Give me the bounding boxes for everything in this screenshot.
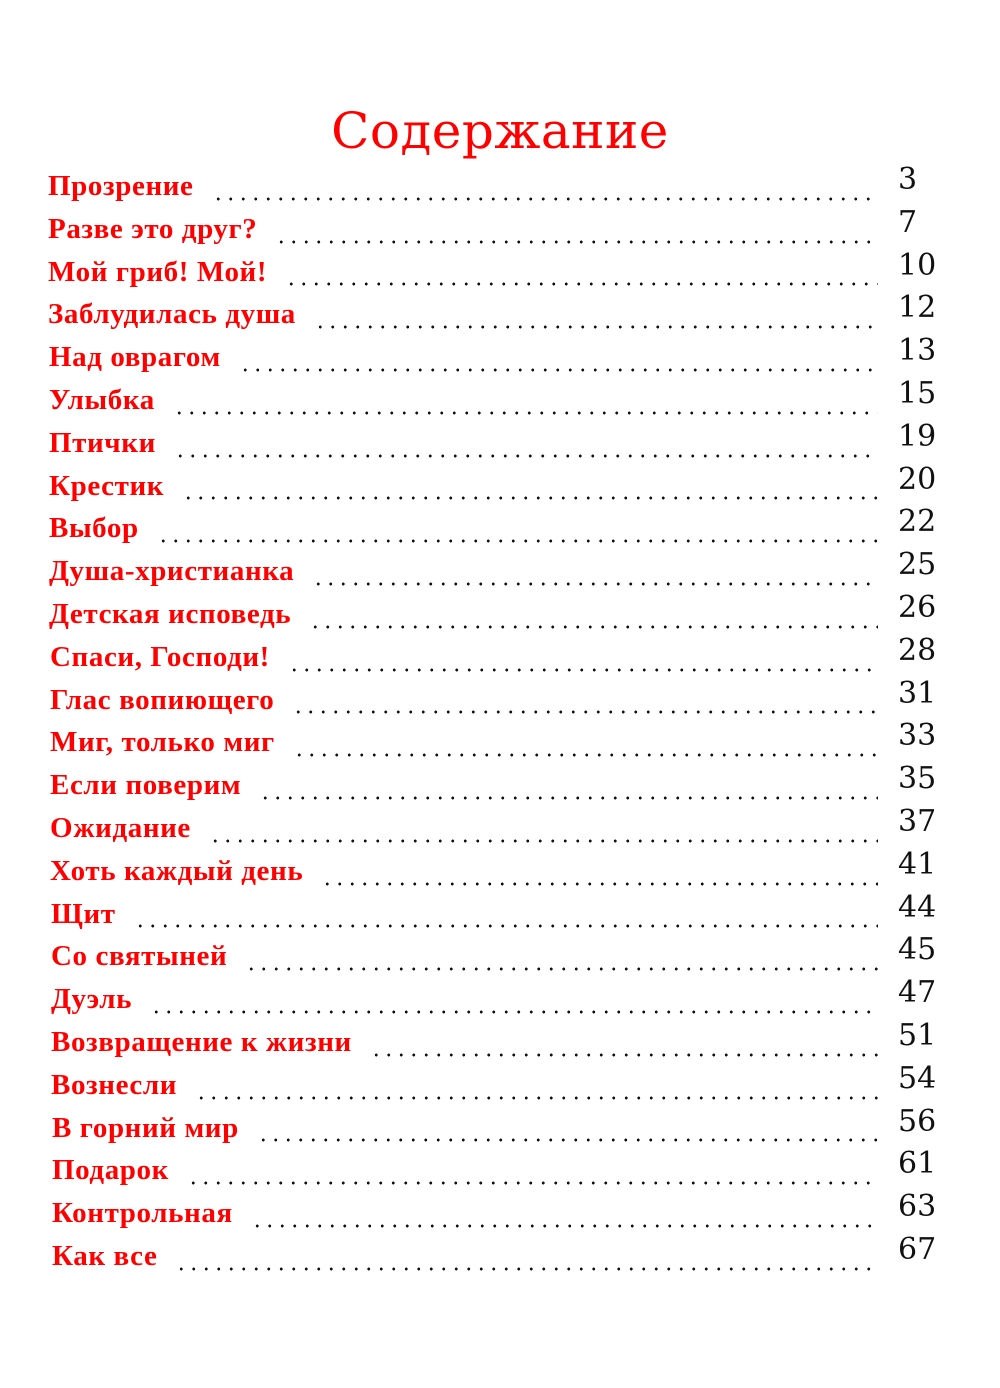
dot-leader	[314, 325, 878, 329]
dot-leader	[312, 582, 878, 586]
dot-leader	[134, 924, 878, 928]
toc-entry-title: Как все	[52, 1239, 158, 1272]
toc-entry[interactable]	[50, 632, 948, 682]
toc-entry[interactable]	[50, 803, 948, 853]
toc-page-number: 47	[898, 975, 937, 1011]
dot-leader	[259, 796, 878, 800]
dot-leader	[157, 539, 878, 543]
toc-entry[interactable]	[51, 1017, 948, 1067]
toc-entry[interactable]	[48, 290, 948, 339]
toc-entry[interactable]	[50, 846, 948, 896]
toc-entry[interactable]	[52, 1146, 948, 1195]
toc-entry-title: Дуэль	[51, 983, 133, 1016]
toc-entry-title: Разве это друг?	[48, 212, 258, 245]
toc-page-number: 12	[898, 290, 937, 326]
toc-entry-title: Глас вопиющего	[50, 683, 275, 716]
toc-entry[interactable]	[49, 504, 948, 553]
toc-page-number: 45	[898, 932, 937, 968]
toc-entry-title: Контрольная	[52, 1197, 233, 1230]
toc-entry[interactable]	[48, 162, 948, 211]
toc-entry-title: Подарок	[52, 1154, 169, 1187]
dot-leader	[251, 1224, 878, 1228]
toc-page-number: 3	[898, 162, 918, 197]
dot-leader	[195, 1096, 878, 1100]
toc-entry[interactable]	[49, 375, 948, 425]
toc-page-number: 19	[898, 418, 937, 454]
toc-entry[interactable]	[51, 889, 948, 939]
toc-entry[interactable]	[49, 547, 948, 596]
toc-entry-title: Со святыней	[51, 940, 228, 973]
dot-leader	[174, 454, 878, 458]
dot-leader	[292, 710, 878, 714]
toc-entry[interactable]	[48, 204, 948, 254]
toc-entry-title: Прозрение	[48, 170, 194, 202]
dot-leader	[275, 240, 878, 244]
page-title: Содержание	[331, 101, 669, 160]
toc-entry-title: Мой гриб! Мой!	[48, 255, 268, 288]
dot-leader	[182, 496, 878, 500]
toc-entry-title: В горний мир	[52, 1111, 239, 1144]
toc-entry-title: Душа-христианка	[49, 555, 295, 588]
toc-entry[interactable]	[51, 932, 948, 981]
toc-entry[interactable]	[49, 418, 948, 468]
toc-entry[interactable]	[51, 975, 948, 1024]
toc-entry-title: Если поверим	[50, 769, 242, 802]
toc-page-number: 28	[898, 632, 937, 668]
toc-page-number: 20	[898, 461, 937, 497]
toc-page-number: 54	[898, 1060, 937, 1096]
toc-entry[interactable]	[49, 461, 948, 511]
toc-page-number: 56	[898, 1103, 937, 1139]
dot-leader	[288, 668, 878, 672]
toc-page-number: 51	[898, 1017, 937, 1053]
toc-page-number: 13	[898, 333, 937, 369]
toc-page-number: 44	[898, 889, 937, 925]
table-of-contents	[48, 162, 948, 1281]
toc-page-number: 25	[898, 547, 937, 583]
toc-entry[interactable]	[49, 589, 948, 639]
dot-leader	[257, 1138, 878, 1142]
toc-entry-title: Заблудилась душа	[48, 298, 296, 331]
toc-page-number: 41	[898, 846, 937, 882]
toc-entry[interactable]	[52, 1231, 948, 1281]
toc-entry-title: Вознесли	[51, 1068, 178, 1101]
toc-page-number: 10	[898, 247, 937, 283]
toc-page-number: 15	[898, 375, 937, 411]
toc-entry[interactable]	[50, 718, 948, 767]
toc-entry[interactable]	[51, 1060, 948, 1110]
dot-leader	[239, 368, 878, 372]
dot-leader	[321, 882, 878, 886]
toc-entry-title: Улыбка	[49, 383, 155, 416]
dot-leader	[293, 753, 878, 757]
toc-entry-title: Ожидание	[50, 811, 191, 844]
toc-page-number: 33	[898, 718, 937, 754]
toc-entry-title: Выбор	[49, 512, 139, 545]
toc-page-number: 31	[898, 675, 937, 711]
dot-leader	[370, 1053, 878, 1057]
dot-leader	[187, 1181, 878, 1185]
toc-page-number: 22	[898, 504, 937, 540]
toc-page-number: 37	[898, 803, 937, 839]
toc-entry[interactable]	[48, 247, 948, 297]
toc-entry-title: Миг, только миг	[50, 726, 275, 759]
toc-page-number: 67	[898, 1231, 937, 1267]
dot-leader	[245, 967, 878, 971]
dot-leader	[212, 197, 878, 201]
toc-entry[interactable]	[49, 333, 948, 382]
dot-leader	[150, 1010, 878, 1014]
toc-entry-title: Крестик	[49, 469, 165, 502]
toc-entry-title: Щит	[51, 897, 116, 930]
dot-leader	[175, 1267, 878, 1271]
dot-leader	[209, 839, 878, 843]
toc-page-number: 63	[898, 1189, 937, 1225]
toc-entry-title: Над оврагом	[49, 341, 221, 374]
toc-page-number: 35	[898, 761, 937, 797]
toc-entry[interactable]	[50, 761, 948, 810]
toc-entry-title: Детская исповедь	[49, 597, 292, 630]
toc-entry-title: Возвращение к жизни	[51, 1025, 352, 1058]
toc-page-number: 26	[898, 589, 937, 625]
dot-leader	[285, 282, 878, 286]
toc-entry-title: Птички	[49, 426, 156, 459]
toc-entry-title: Спаси, Господи!	[50, 640, 270, 673]
dot-leader	[173, 411, 878, 415]
dot-leader	[309, 625, 878, 629]
toc-entry[interactable]	[52, 1103, 948, 1153]
toc-page-number: 7	[898, 204, 918, 240]
toc-entry-title: Хоть каждый день	[50, 854, 304, 887]
toc-entry[interactable]	[50, 675, 948, 725]
toc-entry[interactable]	[52, 1189, 948, 1238]
toc-page-number: 61	[898, 1146, 937, 1182]
